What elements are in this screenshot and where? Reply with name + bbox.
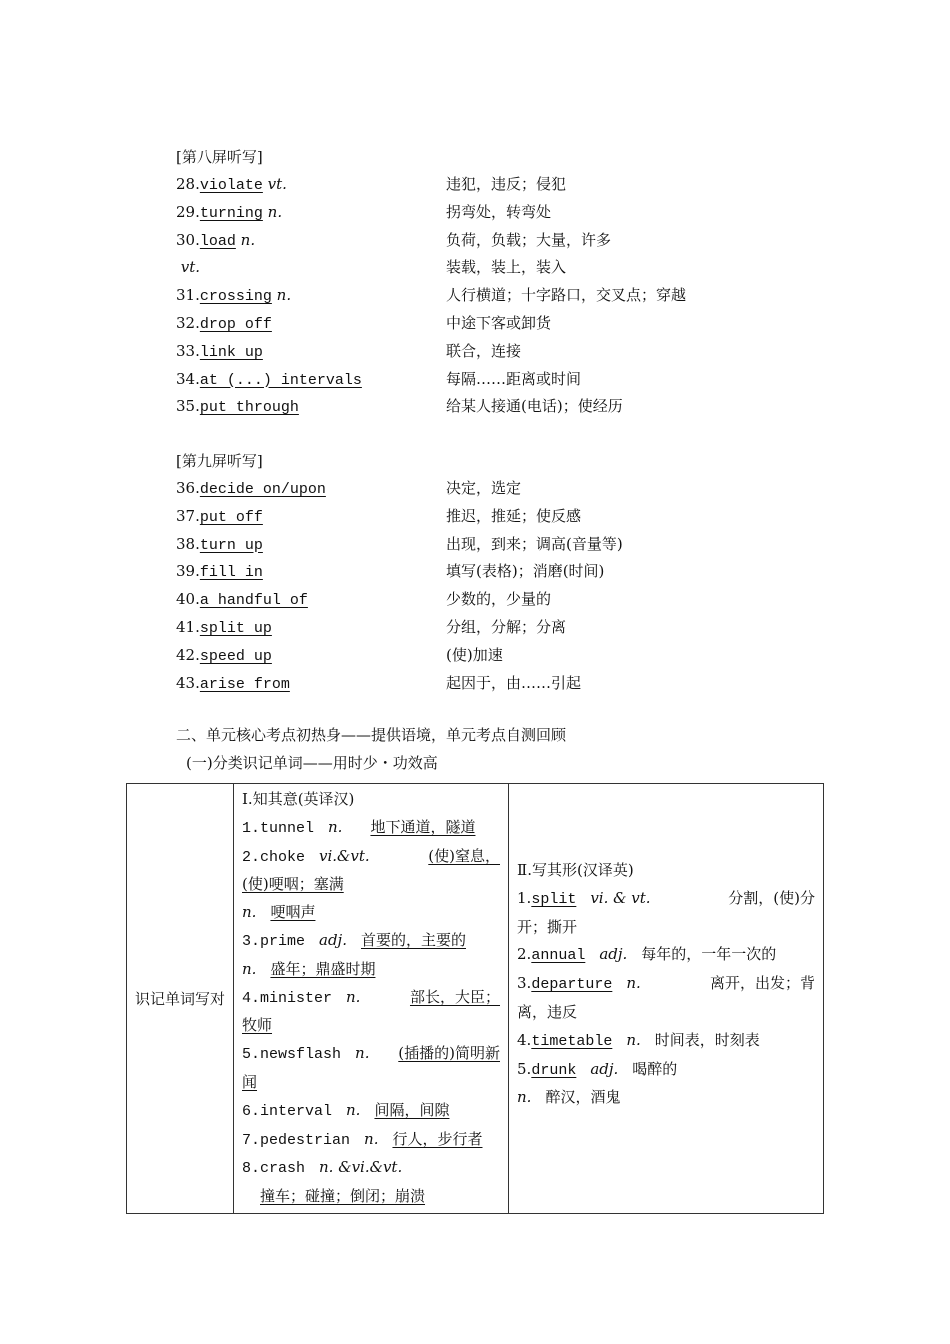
mid-item-8: 8.crash n. &vi.&vt. bbox=[242, 1158, 403, 1178]
vocab-list-item bbox=[176, 503, 816, 531]
screen9-header: [第九屏听写] bbox=[176, 452, 263, 470]
part-of-speech: vt. bbox=[180, 258, 201, 277]
vocab-list-item bbox=[176, 199, 816, 227]
right-title: Ⅱ.写其形(汉译英) bbox=[517, 860, 634, 879]
screen9-section bbox=[176, 447, 816, 697]
section2-title: 二、单元核心考点初热身——提供语境，单元考点自测回顾 bbox=[176, 726, 567, 744]
item-number: 31. bbox=[176, 286, 200, 305]
vocab-word: turn up bbox=[199, 536, 263, 554]
screen8-header: [第八屏听写] bbox=[176, 148, 263, 166]
vocab-meaning: 出现，到来；调高(音量等) bbox=[446, 534, 623, 553]
vocab-entry bbox=[176, 338, 268, 367]
vocab-word: link up bbox=[199, 343, 263, 361]
mid-item-4: 4.minister n. 部长，大臣； bbox=[242, 987, 500, 1007]
vocab-list-item bbox=[176, 531, 816, 559]
vocab-meaning: (使)加速 bbox=[446, 645, 503, 664]
vocab-entry bbox=[176, 503, 263, 532]
vocab-word: arise from bbox=[199, 675, 290, 693]
vocab-meaning: 填写(表格)；消磨(时间) bbox=[446, 562, 605, 581]
vocab-list-item bbox=[176, 586, 816, 614]
vocab-entry bbox=[176, 558, 263, 587]
vocab-word: violate bbox=[199, 177, 263, 194]
screen9-list bbox=[176, 475, 816, 697]
vocab-word: split up bbox=[199, 619, 272, 637]
vocab-entry bbox=[176, 393, 304, 422]
vocab-meaning: 联合，连接 bbox=[446, 341, 522, 360]
vocab-list-item bbox=[176, 338, 816, 366]
vocab-list-item bbox=[176, 171, 816, 199]
chinese-to-english-cell: Ⅱ.写其形(汉译英) 1.split vi. & vt. 分割，(使)分 开；撕开 2.annual adj. 每年的，一年一次的 3.departure n. 离开，出发；背 离，违反 4.timetable n. 时间表，时刻表 5.drunk adj. 喝醉的 n. 醉汉，酒鬼 bbox=[509, 784, 824, 1214]
vocab-meaning: 决定，选定 bbox=[446, 479, 522, 497]
vocab-meaning: 装载，装上，装入 bbox=[446, 258, 567, 277]
vocab-meaning: 每隔……距离或时间 bbox=[446, 369, 582, 388]
vocab-list-item bbox=[176, 227, 816, 255]
right-item-5: 5.drunk adj. 喝醉的 bbox=[517, 1059, 678, 1079]
screen8-list bbox=[176, 171, 816, 421]
vocab-meaning: 起因于，由……引起 bbox=[446, 673, 582, 692]
item-number: 37. bbox=[176, 506, 200, 525]
vocab-entry bbox=[176, 614, 272, 643]
vocab-meaning: 负荷，负载；大量，许多 bbox=[446, 230, 612, 249]
vocab-meaning: 推迟，推延；使反感 bbox=[446, 506, 582, 525]
mid-item-3: 3.prime adj. 首要的，主要的 bbox=[242, 930, 466, 950]
part-of-speech: n. bbox=[267, 202, 283, 221]
item-number: 30. bbox=[176, 230, 200, 249]
vocab-entry bbox=[176, 366, 367, 395]
vocab-list-item bbox=[176, 558, 816, 586]
right-item-4: 4.timetable n. 时间表，时刻表 bbox=[517, 1030, 760, 1050]
item-number: 29. bbox=[176, 202, 200, 221]
vocab-entry bbox=[176, 670, 290, 699]
row-label: 识记单词写对 bbox=[127, 784, 234, 1214]
vocab-meaning: 少数的，少量的 bbox=[446, 590, 552, 609]
vocab-entry bbox=[176, 586, 308, 615]
mid-item-7: 7.pedestrian n. 行人，步行者 bbox=[242, 1129, 483, 1149]
vocab-word: crossing bbox=[199, 288, 272, 306]
vocab-list-item bbox=[176, 642, 816, 670]
vocab-word: speed up bbox=[199, 647, 272, 665]
item-number: 42. bbox=[176, 645, 200, 664]
item-number: 35. bbox=[176, 397, 200, 416]
mid-item-6: 6.interval n. 间隔，间隙 bbox=[242, 1100, 450, 1120]
vocab-meaning: 分组，分解；分离 bbox=[446, 617, 567, 636]
vocab-word: put through bbox=[199, 399, 299, 417]
mid-title: Ⅰ.知其意(英译汉) bbox=[242, 790, 355, 808]
vocab-word: fill in bbox=[199, 564, 263, 582]
mid-item-1: 1.tunnel n. 地下通道，隧道 bbox=[242, 817, 476, 837]
vocab-meaning: 拐弯处，转弯处 bbox=[446, 202, 552, 221]
item-number: 34. bbox=[176, 369, 200, 388]
vocab-word: at (...) intervals bbox=[199, 371, 362, 389]
item-number: 28. bbox=[176, 175, 200, 193]
vocab-list-item bbox=[176, 282, 816, 310]
vocab-entry bbox=[176, 531, 263, 560]
item-number: 40. bbox=[176, 590, 200, 609]
vocab-entry bbox=[176, 282, 291, 311]
vocab-meaning: 中途下客或卸货 bbox=[446, 313, 552, 332]
part-of-speech: n. bbox=[240, 230, 256, 249]
vocab-entry bbox=[176, 310, 277, 339]
item-number: 39. bbox=[176, 562, 200, 581]
vocab-table bbox=[126, 783, 824, 1214]
vocab-entry bbox=[176, 254, 200, 283]
item-number: 38. bbox=[176, 534, 200, 553]
mid-item-5: 5.newsflash n. (插播的)简明新 bbox=[242, 1044, 500, 1064]
right-item-3: 3.departure n. 离开，出发；背 bbox=[517, 974, 815, 994]
vocab-entry bbox=[176, 171, 287, 200]
part-of-speech: n. bbox=[276, 286, 292, 305]
vocab-list-item bbox=[176, 393, 816, 421]
vocab-entry bbox=[176, 475, 326, 504]
item-number: 36. bbox=[176, 479, 200, 497]
vocab-word: drop off bbox=[199, 315, 272, 333]
item-number: 41. bbox=[176, 617, 200, 636]
table-row bbox=[127, 784, 824, 1214]
part-of-speech: vt. bbox=[267, 175, 287, 193]
vocab-list-item bbox=[176, 254, 816, 282]
section2-subtitle: (一)分类识记单词——用时少・功效高 bbox=[186, 754, 438, 772]
vocab-word: a handful of bbox=[199, 592, 308, 610]
item-number: 43. bbox=[176, 673, 200, 692]
vocab-meaning: 给某人接通(电话)；使经历 bbox=[446, 397, 623, 416]
vocab-list-item bbox=[176, 475, 816, 503]
vocab-entry bbox=[176, 642, 272, 671]
vocab-list-item bbox=[176, 670, 816, 698]
vocab-list-item bbox=[176, 614, 816, 642]
vocab-list-item bbox=[176, 366, 816, 394]
right-item-2: 2.annual adj. 每年的，一年一次的 bbox=[517, 945, 777, 965]
item-number: 33. bbox=[176, 341, 200, 360]
right-item-1: 1.split vi. & vt. 分割，(使)分 bbox=[517, 888, 815, 908]
vocab-list-item bbox=[176, 310, 816, 338]
english-to-chinese-cell: Ⅰ.知其意(英译汉) 1.tunnel n. 地下通道，隧道 2.choke vi.&vt. (使)窒息， (使)哽咽；塞满 n. 哽咽声 3.prime adj. 首要的，主要的 n. 盛年；鼎盛时期 4.minister n. 部长，大臣； 牧师 5.newsflash n. (插播的)简明新 闻 6.interval n. 间隔，间隙 7.pedestrian n. 行人，步行者 8.crash n. &vi.&vt. 撞车；碰撞；倒闭；崩溃 bbox=[234, 784, 509, 1214]
vocab-word: load bbox=[199, 232, 236, 250]
vocab-meaning: 人行横道；十字路口，交叉点；穿越 bbox=[446, 286, 687, 305]
vocab-entry bbox=[176, 227, 255, 256]
vocab-word: put off bbox=[199, 508, 263, 526]
vocab-word: turning bbox=[199, 204, 263, 222]
mid-item-2: 2.choke vi.&vt. (使)窒息， bbox=[242, 846, 500, 866]
vocab-word: decide on/upon bbox=[199, 481, 326, 498]
screen8-section bbox=[176, 143, 816, 421]
vocab-entry bbox=[176, 199, 282, 228]
item-number: 32. bbox=[176, 313, 200, 332]
vocab-meaning: 违犯，违反；侵犯 bbox=[446, 175, 567, 193]
